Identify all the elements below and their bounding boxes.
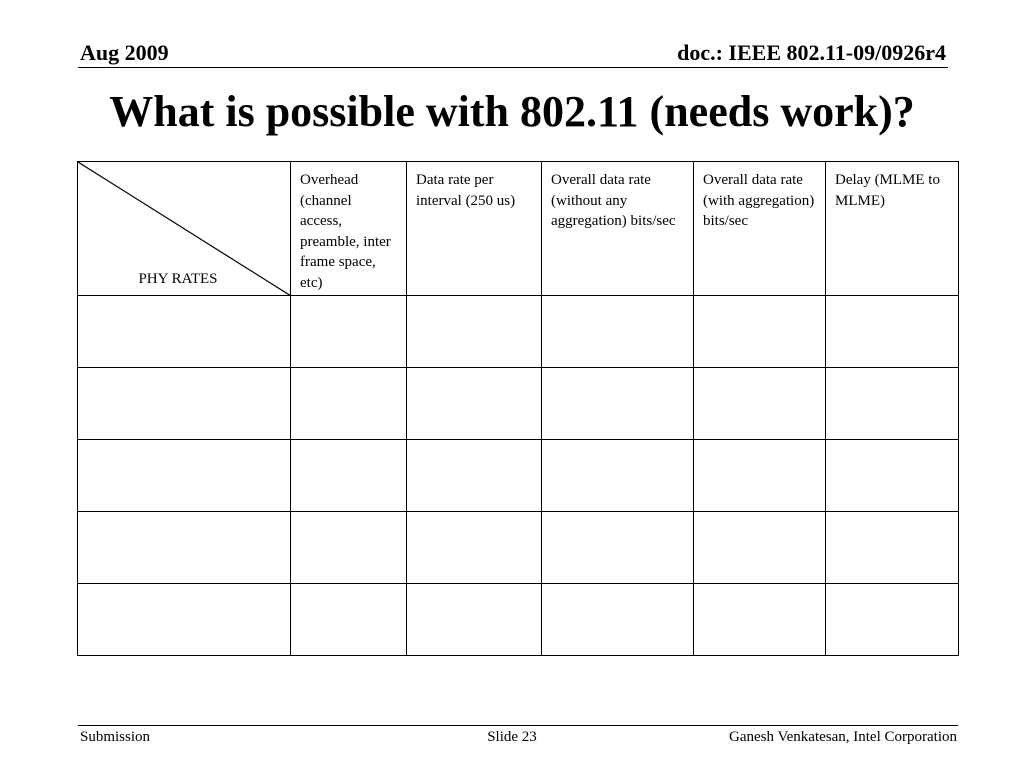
table-cell bbox=[694, 368, 826, 440]
table-row bbox=[78, 440, 959, 512]
table-cell bbox=[407, 512, 542, 584]
slide-title: What is possible with 802.11 (needs work)? bbox=[109, 87, 915, 136]
table-cell bbox=[291, 296, 407, 368]
footer-author: Ganesh Venkatesan, Intel Corporation bbox=[729, 729, 957, 745]
table-cell bbox=[407, 368, 542, 440]
table-cell bbox=[78, 512, 291, 584]
table-cell bbox=[826, 296, 959, 368]
column-header-data-rate-per-interval: Data rate per interval (250 us) bbox=[407, 162, 542, 296]
table-cell bbox=[78, 296, 291, 368]
table-cell bbox=[291, 512, 407, 584]
header-date: Aug 2009 bbox=[80, 40, 169, 65]
table-cell bbox=[694, 584, 826, 656]
table-header-row bbox=[78, 162, 959, 296]
table-row bbox=[78, 296, 959, 368]
footer-slide-number: Slide 23 bbox=[487, 729, 537, 745]
table-cell bbox=[694, 440, 826, 512]
table-row bbox=[78, 584, 959, 656]
table-cell bbox=[826, 512, 959, 584]
table-cell bbox=[826, 584, 959, 656]
header-doc-id: doc.: IEEE 802.11-09/0926r4 bbox=[677, 40, 946, 65]
column-header-overall-rate-no-aggregation: Overall data rate (without any aggregation) bits/sec bbox=[542, 162, 694, 296]
table-cell bbox=[291, 584, 407, 656]
table-cell bbox=[407, 584, 542, 656]
corner-label-phy-rates: PHY RATES bbox=[138, 270, 218, 287]
table-cell bbox=[542, 368, 694, 440]
column-header-overhead: Overhead (channel access, preamble, inter frame space, etc) bbox=[291, 162, 407, 296]
table-row bbox=[78, 368, 959, 440]
table-corner-cell bbox=[78, 162, 291, 296]
data-table bbox=[77, 161, 959, 656]
table-cell bbox=[542, 440, 694, 512]
table-cell bbox=[78, 440, 291, 512]
table-row bbox=[78, 512, 959, 584]
header-divider bbox=[78, 67, 948, 68]
table-cell bbox=[826, 368, 959, 440]
table-cell bbox=[694, 296, 826, 368]
table-cell bbox=[826, 440, 959, 512]
table-cell bbox=[407, 296, 542, 368]
table-cell bbox=[78, 368, 291, 440]
table-cell bbox=[542, 512, 694, 584]
table-cell bbox=[291, 440, 407, 512]
table-cell bbox=[407, 440, 542, 512]
table-cell bbox=[78, 584, 291, 656]
table-cell bbox=[291, 368, 407, 440]
column-header-overall-rate-with-aggregation: Overall data rate (with aggregation) bits/sec bbox=[694, 162, 826, 296]
table-cell bbox=[542, 584, 694, 656]
table-cell bbox=[694, 512, 826, 584]
footer-divider bbox=[78, 725, 958, 726]
table-cell bbox=[542, 296, 694, 368]
column-header-delay: Delay (MLME to MLME) bbox=[826, 162, 959, 296]
footer-submission: Submission bbox=[80, 729, 151, 745]
